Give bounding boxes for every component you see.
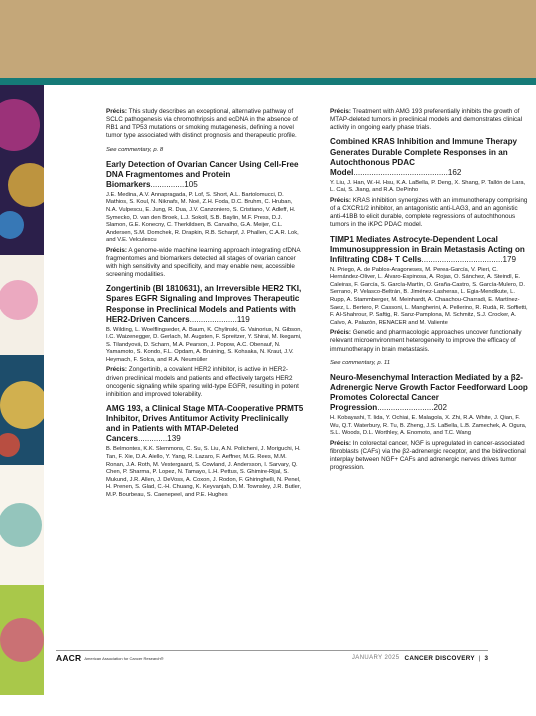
page-reference: .....................119 [189, 314, 250, 324]
page-reference: .........................202 [377, 402, 447, 412]
page-reference: ..........................................162 [353, 167, 462, 177]
article-title[interactable]: Combined KRAS Inhibition and Immune Therapy Generates Durable Complete Responses in an Autochthonous PDAC Model..........................................162 [330, 137, 518, 177]
article-title[interactable]: Early Detection of Ovarian Cancer Using Cell-Free DNA Fragmentomes and Protein Biomarkers...............105 [106, 159, 299, 189]
right-column [330, 108, 528, 477]
author-list: H. Kobayashi, T. Iida, Y. Ochiai, E. Malagola, X. Zhi, R.A. White, J. Qian, F. Wu, Q.T. Waterbury, R. Tu, B. Zheng, J.S. LaBella, L.B. Zamechek, A. Ogura, S.L. Woods, D.L. Worthley, A. Enomoto, and T.C. Wang [330, 415, 527, 437]
page-footer [56, 650, 488, 665]
precis-paragraph: Précis: Zongertinib, a covalent HER2 inhibitor, is active in HER2-driven preclinical models and patients and effectively targets HER2 oncogenic signaling while sparing wild-type EGFR, resulting in potent inhibition and improved tolerability. [106, 366, 299, 398]
author-list: B. Wilding, L. Woelflingseder, A. Baum, K. Chylinski, G. Vainorius, N. Gibson, I.C. Waizenegger, D. Gerlach, M. Augsten, F. Spreitzer, Y. Shirai, M. Ikegami, S. Tilandyová, D. Scharn, M.A. Pearson, J. Popow, A.C. Obenauf, N. Yamamoto, S. Kondo, F.L. Opdam, A. Bruining, S. Kohsaka, N. Kraut, J.V. Heymach, F. Solca, and R.A. Neumüller [106, 326, 303, 363]
precis-paragraph: Précis: This study describes an exceptional, alternative pathway of SCLC pathogenesis via chromothripsis and ecDNA in the absence of RB1 and TP53 mutations or smoking mutagenesis, defining a novel tumor type associated with distinct prognosis and therapeutic profile. [106, 108, 298, 140]
header-band [0, 0, 536, 78]
precis-paragraph: Précis: Treatment with AMG 193 preferentially inhibits the growth of MTAP-deleted tumors in preclinical models and demonstrates clinical activity in ongoing early phase trials. [330, 108, 523, 132]
cover-art-image [0, 85, 44, 695]
issue-date: JANUARY 2025 [351, 655, 400, 661]
page-reference: ....................................179 [421, 254, 516, 264]
footer-separator: | [478, 654, 481, 662]
page-reference: ...............105 [150, 179, 198, 189]
article-title[interactable]: Zongertinib (BI 1810631), an Irreversible HER2 TKI, Spares EGFR Signaling and Improves Therapeutic Response in Preclinical Models and Patients with HER2-Driven Cancers.....................119 [106, 284, 302, 324]
precis-paragraph: Précis: In colorectal cancer, NGF is upregulated in cancer-associated fibroblasts (CAFs) via the β2-adrenergic receptor, and the bidirectional interplay between NGF+ CAFs and adrenergic nerves drives tumor progression. [330, 439, 526, 472]
precis-paragraph: Précis: Genetic and pharmacologic approaches uncover functionally relevant microenvironment heterogeneity to improve the efficacy of immunotherapy in brain metastasis. [330, 329, 522, 353]
author-list: N. Priego, A. de Pablos-Aragoneses, M. Perea-García, V. Pieri, C. Hernández-Oliver, L. Álvaro-Espinosa, A. Rojas, O. Sánchez, A. Steindl, E. Caleiras, F. García, S. García-Martín, O. Graña-Castro, S. García-Mulero, D. Serrano, P. Velasco-Beltrán, B. Jiménez-Lasheras, L. Egia-Mendikute, L. Rupp, A. Stammberger, M. Meinhardt, A. Chaachou-Charradi, E. Martínez-Saez, L. Bertero, P. Cassoni, L. Mangherini, A. Pellerino, R. Rudà, R. Soffietti, F. Al-Shahrour, P. Saftig, R. Sanz-Pamplona, M. Schmitz, S.J. Crocker, A. Calvo, A. Palazón, RENACER and M. Valiente [330, 266, 528, 326]
commentary-link[interactable]: See commentary, p. 11 [330, 359, 391, 366]
journal-name: CANCER DISCOVERY [404, 654, 475, 662]
cover-art-strip [0, 85, 44, 695]
left-column [106, 108, 304, 501]
article-title[interactable]: AMG 193, a Clinical Stage MTA-Cooperative PRMT5 Inhibitor, Drives Antitumor Activity Preclinically and in Patients with MTAP-Deleted Cancers.............139 [106, 404, 304, 444]
precis-paragraph: Précis: KRAS inhibition synergizes with an immunotherapy comprising of a CXCR1/2 inhibitor, an antagonistic anti-LAG3, and an agonistic anti-41BB to elicit durable, complete regressions of autochthonous tumors in the iKPC PDAC model. [330, 196, 528, 229]
author-list: Y. Liu, J. Han, W.-H. Hsu, K.A. LaBella, P. Deng, X. Shang, P. Tallón de Lara, L. Cai, S. Jiang, and R.A. DePinho [330, 179, 526, 194]
article-title[interactable]: Neuro-Mesenchymal Interaction Mediated by a β2-Adrenergic Nerve Growth Factor Feedforward Loop Promotes Colorectal Cancer Progression.........................202 [330, 372, 528, 412]
association-name: American Association for Cancer Research® [84, 655, 164, 661]
article-title[interactable]: TIMP1 Mediates Astrocyte-Dependent Local Immunosuppression in Brain Metastasis Acting on Infiltrating CD8+ T Cells....................................179 [330, 234, 525, 264]
aacr-logo: AACR [56, 653, 82, 663]
author-list: J.E. Medina, A.V. Annapragada, P. Lof, S. Short, A.L. Bartolomucci, D. Mathios, S. Koul, N. Niknafs, M. Noë, Z.H. Foda, D.C. Bruhm, C. Hruban, N.A. Vulpescu, E. Jung, R. Dua, J.V. Canzoniero, S. Cristiano, V. Adleff, H. Symecko, D. van den Broek, L.J. Sokoll, S.B. Baylin, M.F. Press, D.J. Slamon, G.E. Konecny, C. Therkildsen, B. Carvalho, G.A. Meijer, C.L. Andersen, S.M. Domchek, R. Drapkin, R.B. Scharpf, J. Phallen, C.A.R. Lok, and V.E. Velculescu [106, 191, 299, 244]
precis-paragraph: Précis: A genome-wide machine learning approach integrating cfDNA fragmentomes and biomarkers detected all stages of ovarian cancer with high sensitivity and specificity, and may enable new, accessible screening modalities. [106, 246, 301, 279]
page-number: 3 [484, 654, 488, 662]
page-reference: .............139 [137, 434, 181, 444]
commentary-link[interactable]: See commentary, p. 8 [106, 146, 164, 153]
header-accent-bar [0, 78, 536, 85]
author-list: B. Belmontes, K.K. Slemmons, C. Su, S. Liu, A.N. Policheni, J. Moriguchi, H. Tan, F. Xie, D.A. Aiello, Y. Yang, R. Lazaro, F. Aeffner, M.G. Rees, M.M. Ronan, J.A. Roth, M. Vestergaard, S. Cowland, J. Andersson, I. Sarvary, Q. Chen, P. Sharma, P. Lopez, N. Tamayo, L.H. Pettus, S. Ghimire-Rijal, S. Mukund, J.R. Allen, J. DeVoss, A. Coxon, J. Rodon, F. Ghiringhelli, N. Penel, H. Prenen, S. Glad, C.-H. Chuang, K. Keyvanjah, D.M. Townsley, J.R. Butler, M.P. Bourbeau, S. Caenepeel, and P.E. Hughes [106, 446, 302, 498]
